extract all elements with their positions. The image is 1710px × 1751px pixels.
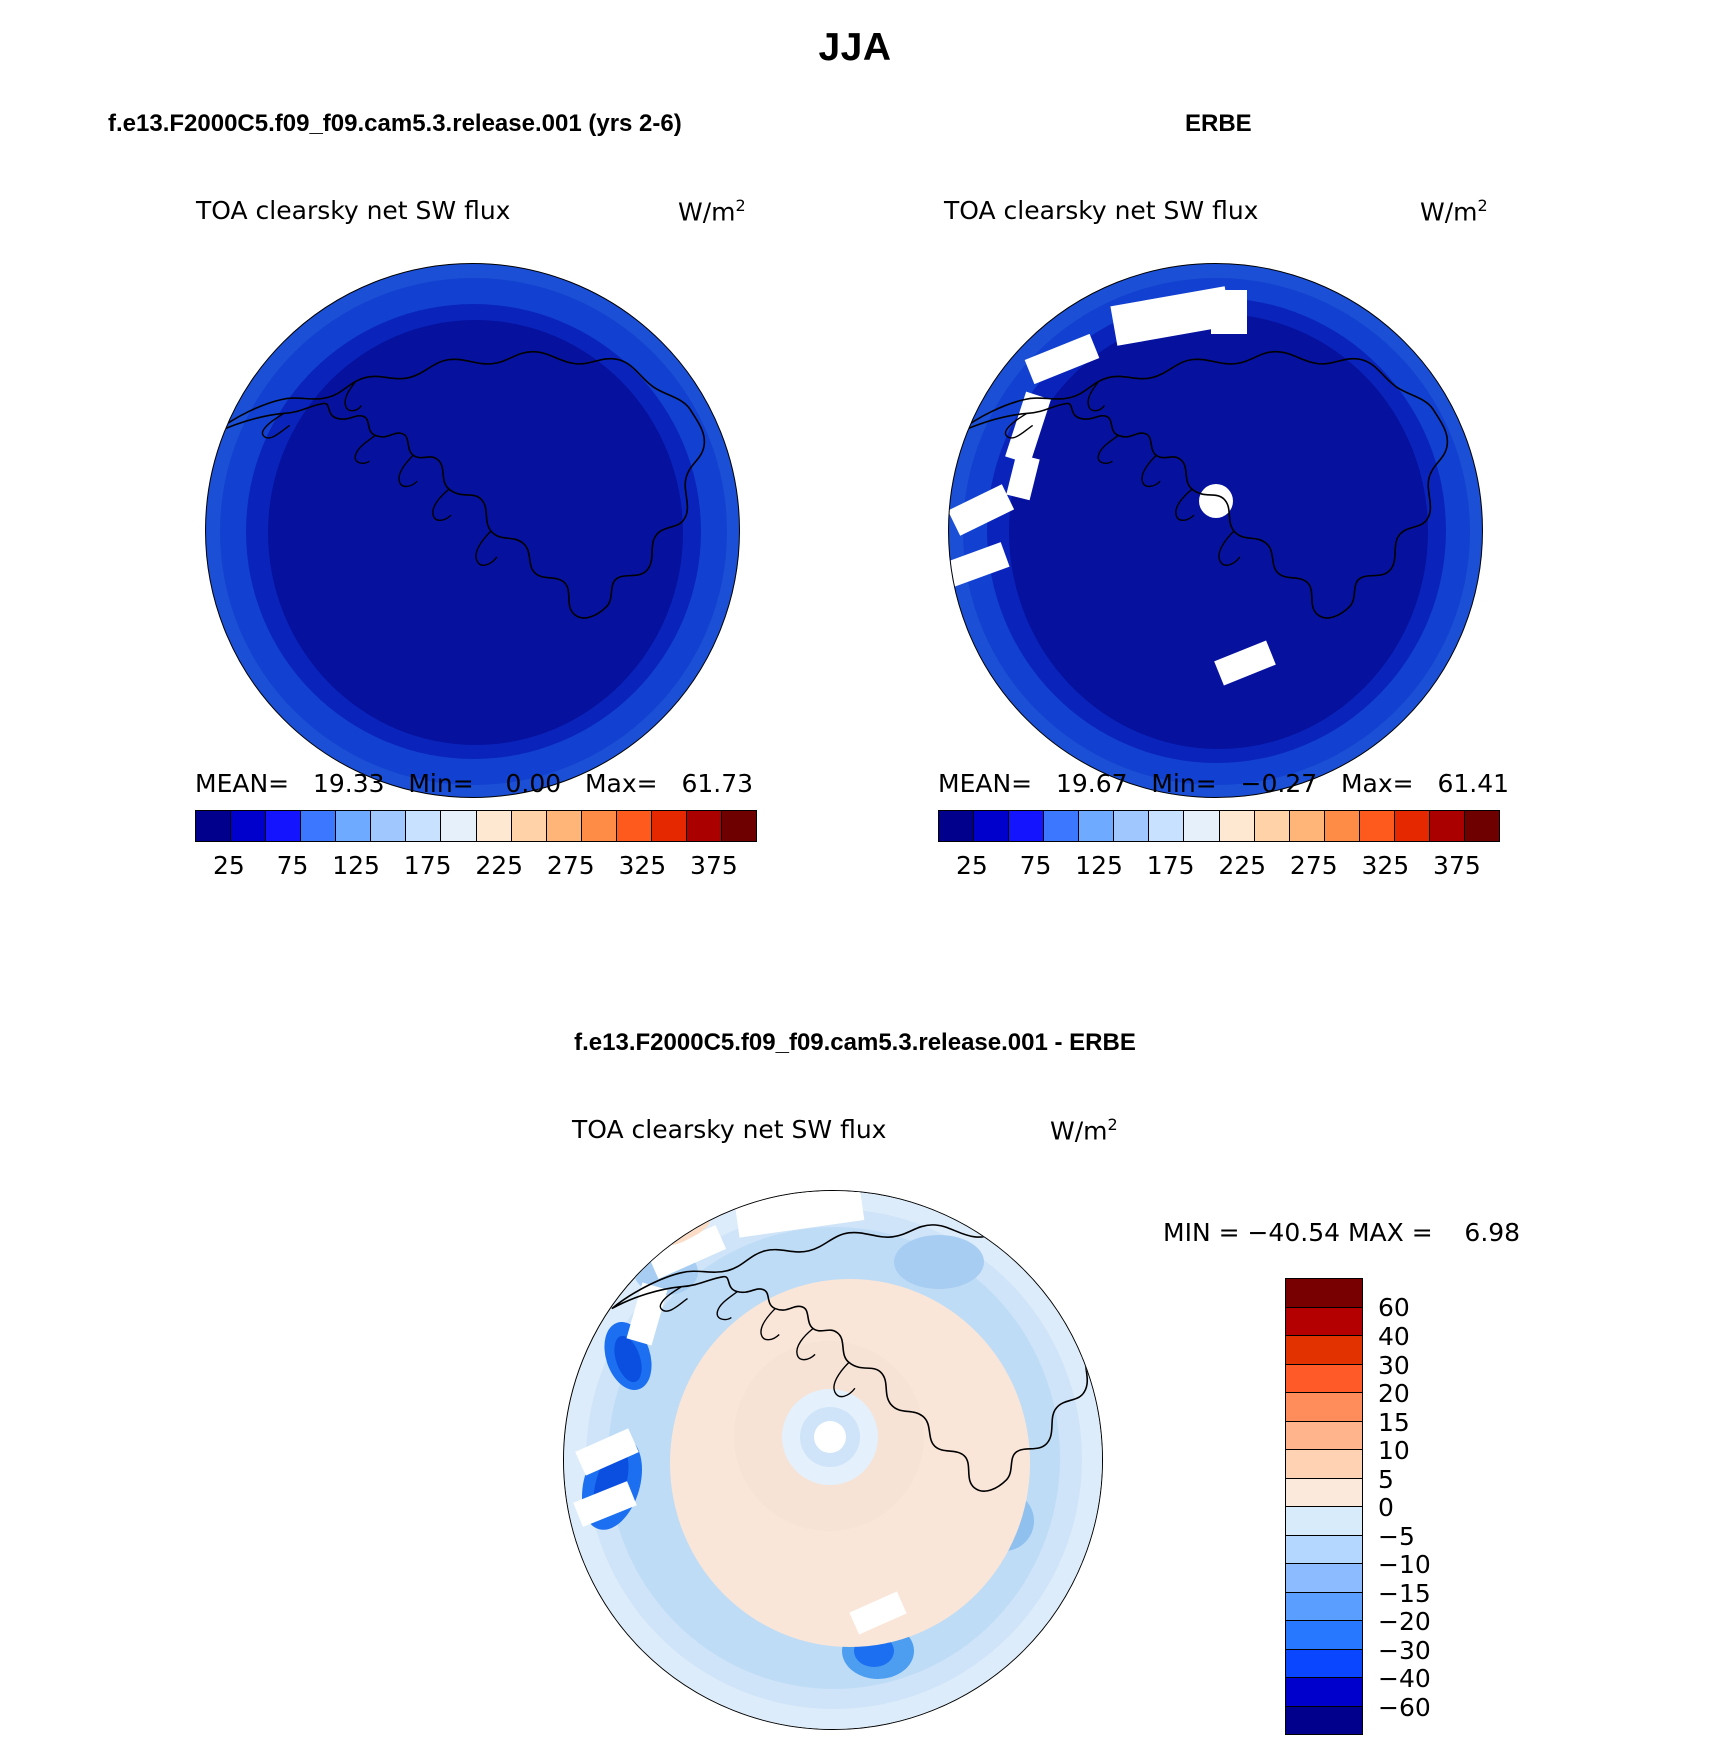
diff-tick-5n: −5 [1378, 1522, 1415, 1551]
obs-coastline [949, 264, 1482, 797]
model-map [195, 253, 750, 808]
diff-tick-15n: −15 [1378, 1579, 1431, 1608]
model-colorbar-ticks: 25 75 125 175 225 275 325 375 [213, 851, 738, 880]
obs-units-exponent: 2 [1477, 196, 1488, 215]
model-colorbar [195, 810, 757, 842]
model-coastline [206, 264, 739, 797]
obs-stats: MEAN= 19.67 Min= −0.27 Max= 61.41 [938, 769, 1510, 798]
model-units-exponent: 2 [735, 196, 746, 215]
obs-units-text: W/m [1420, 197, 1478, 227]
obs-variable-label: TOA clearsky net SW flux [944, 196, 1259, 225]
diff-tick-40p: 40 [1378, 1322, 1410, 1351]
season-title: JJA [818, 26, 892, 69]
model-panel-title: f.e13.F2000C5.f09_f09.cam5.3.release.001 (yrs 2-6) [108, 110, 682, 137]
model-units-label [678, 196, 746, 226]
diff-globe [563, 1190, 1103, 1730]
diff-units-label [1050, 1115, 1118, 1145]
model-globe [205, 263, 740, 798]
diff-coastline [564, 1191, 1102, 1729]
diff-tick-20n: −20 [1378, 1607, 1431, 1636]
diff-tick-10p: 10 [1378, 1436, 1410, 1465]
diff-colorbar-ticks [1378, 1278, 1498, 1733]
diff-panel-title: f.e13.F2000C5.f09_f09.cam5.3.release.001 - ERBE [574, 1029, 1136, 1056]
diff-minmax: MIN = −40.54 MAX = 6.98 [1163, 1218, 1521, 1247]
model-stats: MEAN= 19.33 Min= 0.00 Max= 61.73 [195, 769, 754, 798]
model-units-text: W/m [678, 197, 736, 227]
obs-globe [948, 263, 1483, 798]
diff-tick-30p: 30 [1378, 1351, 1410, 1380]
diff-tick-60p: 60 [1378, 1293, 1410, 1322]
diff-units-text: W/m [1050, 1116, 1108, 1146]
diff-tick-5p: 5 [1378, 1465, 1394, 1494]
obs-colorbar-ticks: 25 75 125 175 225 275 325 375 [956, 851, 1481, 880]
diff-tick-60n: −60 [1378, 1693, 1431, 1722]
diff-tick-0: 0 [1378, 1493, 1394, 1522]
diff-tick-40n: −40 [1378, 1664, 1431, 1693]
diff-tick-20p: 20 [1378, 1379, 1410, 1408]
obs-map [938, 253, 1493, 808]
obs-panel-title: ERBE [1185, 110, 1252, 137]
diff-tick-10n: −10 [1378, 1550, 1431, 1579]
obs-units-label [1420, 196, 1488, 226]
model-variable-label: TOA clearsky net SW flux [196, 196, 511, 225]
obs-colorbar [938, 810, 1500, 842]
diff-tick-30n: −30 [1378, 1636, 1431, 1665]
diff-map [553, 1180, 1113, 1740]
diff-tick-15p: 15 [1378, 1408, 1410, 1437]
diff-colorbar [1285, 1278, 1363, 1735]
diff-variable-label: TOA clearsky net SW flux [572, 1115, 887, 1144]
diff-units-exponent: 2 [1107, 1115, 1118, 1134]
